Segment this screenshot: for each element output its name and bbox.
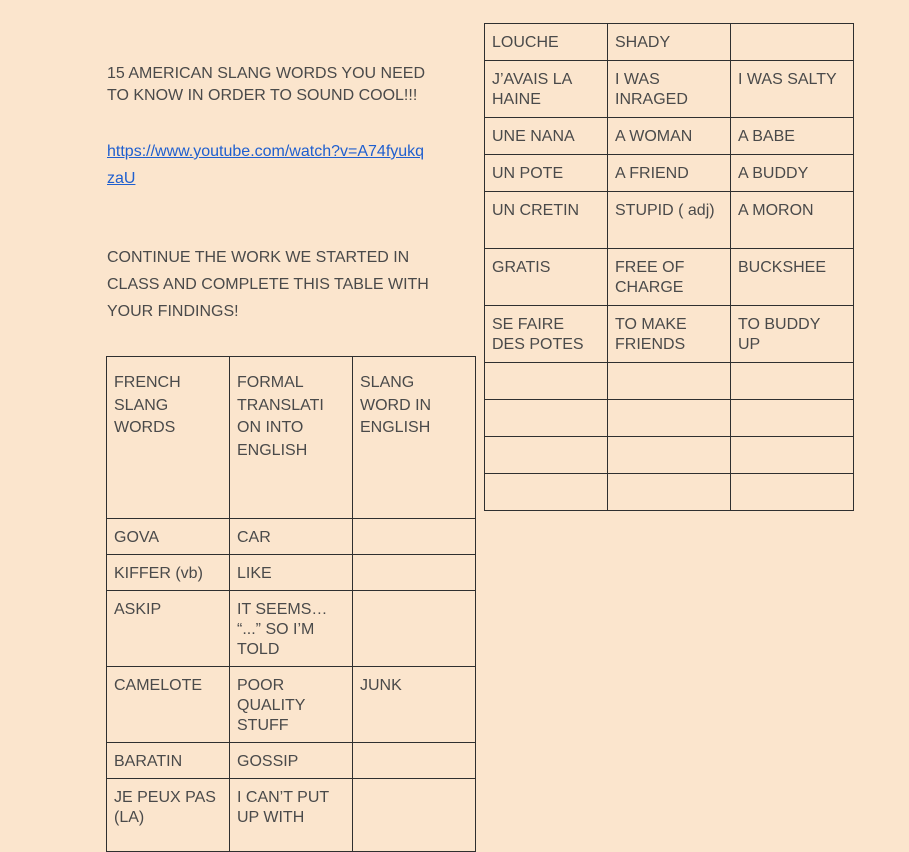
- document-title: 15 AMERICAN SLANG WORDS YOU NEED TO KNOW IN ORDER TO SOUND COOL!!!: [107, 65, 425, 104]
- cell-slang[interactable]: [353, 591, 476, 667]
- cell-formal[interactable]: GOSSIP: [230, 743, 353, 779]
- header-french-slang: FRENCH SLANG WORDS: [107, 357, 230, 519]
- cell-french[interactable]: SE FAIRE DES POTES: [485, 306, 608, 363]
- cell-formal[interactable]: IT SEEMS… “...” SO I’M TOLD: [230, 591, 353, 667]
- cell-french[interactable]: [485, 437, 608, 474]
- cell-french[interactable]: JE PEUX PAS (LA): [107, 779, 230, 852]
- instructions-text: CONTINUE THE WORK WE STARTED IN CLASS AND COMPLETE THIS TABLE WITH YOUR FINDINGS!: [107, 249, 429, 320]
- cell-formal[interactable]: [608, 474, 731, 511]
- cell-french[interactable]: GRATIS: [485, 249, 608, 306]
- cell-french[interactable]: GOVA: [107, 519, 230, 555]
- cell-formal[interactable]: [608, 437, 731, 474]
- cell-formal[interactable]: I CAN’T PUT UP WITH: [230, 779, 353, 852]
- table-header-row: [107, 357, 476, 519]
- cell-french[interactable]: BARATIN: [107, 743, 230, 779]
- cell-formal[interactable]: LIKE: [230, 555, 353, 591]
- cell-french[interactable]: LOUCHE: [485, 24, 608, 61]
- cell-slang[interactable]: [353, 519, 476, 555]
- table-row: [485, 118, 854, 155]
- table-row: [485, 155, 854, 192]
- cell-french[interactable]: UNE NANA: [485, 118, 608, 155]
- table-row: [107, 519, 476, 555]
- youtube-link[interactable]: https://www.youtube.com/watch?v=A74fyukqzaU: [107, 143, 425, 187]
- slang-table-left: [106, 356, 476, 852]
- cell-formal[interactable]: TO MAKE FRIENDS: [608, 306, 731, 363]
- cell-french[interactable]: UN CRETIN: [485, 192, 608, 249]
- table-row: [107, 667, 476, 743]
- table-row: [485, 192, 854, 249]
- cell-formal[interactable]: [608, 400, 731, 437]
- slang-table-right: [484, 23, 854, 511]
- table-row: [107, 779, 476, 852]
- table-row: [485, 400, 854, 437]
- cell-slang[interactable]: [731, 474, 854, 511]
- cell-slang[interactable]: I WAS SALTY: [731, 61, 854, 118]
- cell-french[interactable]: [485, 363, 608, 400]
- cell-slang[interactable]: [353, 555, 476, 591]
- table-row: [485, 24, 854, 61]
- cell-slang[interactable]: JUNK: [353, 667, 476, 743]
- cell-french[interactable]: J’AVAIS LA HAINE: [485, 61, 608, 118]
- table-row: [107, 591, 476, 667]
- cell-formal[interactable]: I WAS INRAGED: [608, 61, 731, 118]
- cell-formal[interactable]: A FRIEND: [608, 155, 731, 192]
- cell-french[interactable]: [485, 474, 608, 511]
- table-row: [485, 437, 854, 474]
- table-row: [485, 474, 854, 511]
- cell-formal[interactable]: STUPID ( adj): [608, 192, 731, 249]
- cell-french[interactable]: KIFFER (vb): [107, 555, 230, 591]
- cell-formal[interactable]: [608, 363, 731, 400]
- table-row: [485, 249, 854, 306]
- header-english-slang: SLANG WORD IN ENGLISH: [353, 357, 476, 519]
- header-formal-translation: FORMAL TRANSLATI ON INTO ENGLISH: [230, 357, 353, 519]
- cell-french[interactable]: ASKIP: [107, 591, 230, 667]
- table-row: [107, 555, 476, 591]
- table-row: [107, 743, 476, 779]
- cell-slang[interactable]: BUCKSHEE: [731, 249, 854, 306]
- cell-slang[interactable]: [731, 363, 854, 400]
- cell-slang[interactable]: [353, 743, 476, 779]
- cell-formal[interactable]: CAR: [230, 519, 353, 555]
- cell-slang[interactable]: A BABE: [731, 118, 854, 155]
- cell-formal[interactable]: SHADY: [608, 24, 731, 61]
- cell-slang[interactable]: [731, 24, 854, 61]
- table-row: [485, 61, 854, 118]
- cell-french[interactable]: UN POTE: [485, 155, 608, 192]
- cell-french[interactable]: [485, 400, 608, 437]
- cell-formal[interactable]: POOR QUALITY STUFF: [230, 667, 353, 743]
- table-row: [485, 363, 854, 400]
- cell-slang[interactable]: A MORON: [731, 192, 854, 249]
- cell-slang[interactable]: [731, 400, 854, 437]
- cell-slang[interactable]: [353, 779, 476, 852]
- cell-formal[interactable]: FREE OF CHARGE: [608, 249, 731, 306]
- table-row: [485, 306, 854, 363]
- cell-formal[interactable]: A WOMAN: [608, 118, 731, 155]
- cell-slang[interactable]: TO BUDDY UP: [731, 306, 854, 363]
- cell-slang[interactable]: [731, 437, 854, 474]
- cell-slang[interactable]: A BUDDY: [731, 155, 854, 192]
- cell-french[interactable]: CAMELOTE: [107, 667, 230, 743]
